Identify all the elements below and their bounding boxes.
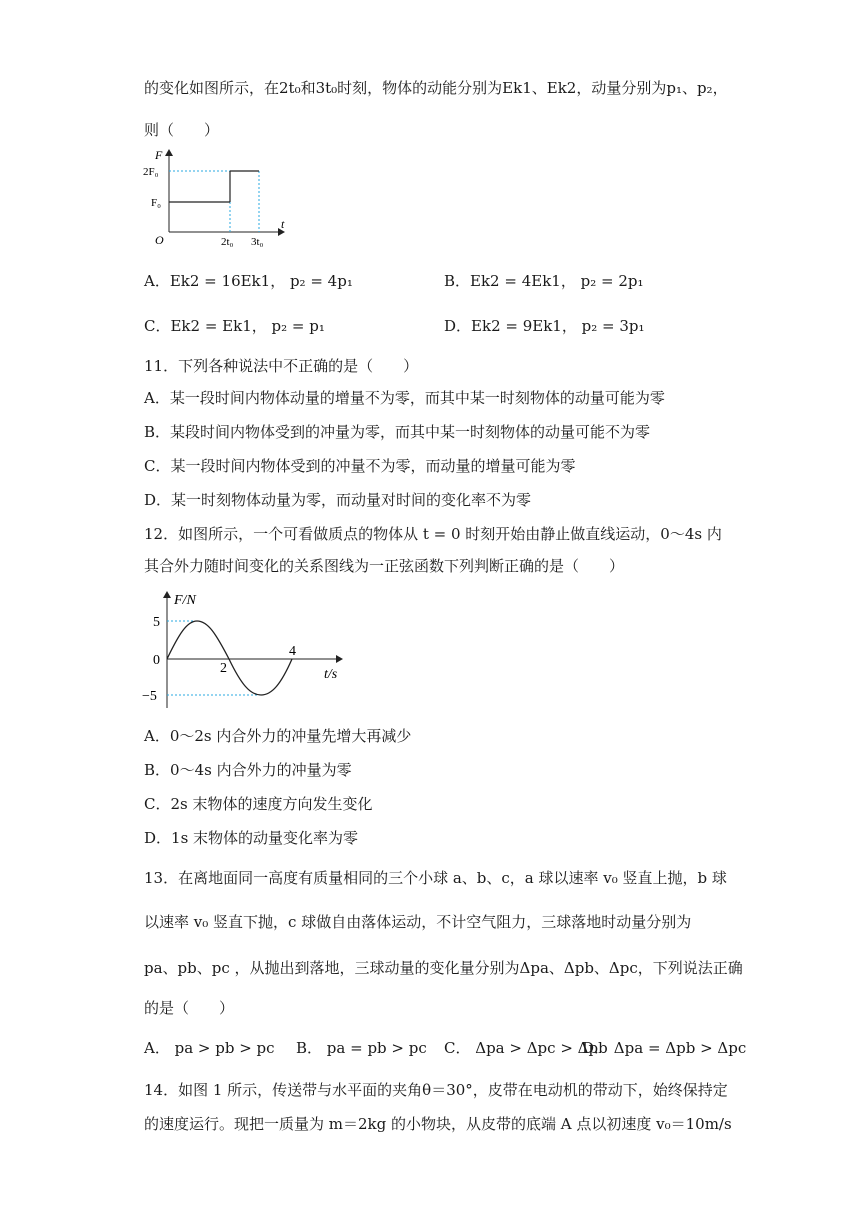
q12-option-b[interactable]: B．0～4s 内合外力的冲量为零 xyxy=(144,761,352,779)
q12-tick-4: 4 xyxy=(289,644,296,659)
q10-tick-2t0: 2t₀ xyxy=(221,236,234,248)
q13-option-c[interactable]: C． Δpa > Δpc > Δpb xyxy=(444,1039,608,1057)
q13-option-d[interactable]: D． Δpa = Δpb > Δpc xyxy=(582,1039,747,1057)
q13-stem-line1: 13．在离地面同一高度有质量相同的三个小球 a、b、c，a 球以速率 v₀ 竖直上抛，b 球 xyxy=(144,869,727,887)
q12-tick-neg5: −5 xyxy=(142,689,157,704)
q14-stem-line2: 的速度运行。现把一质量为 m＝2kg 的小物块，从皮带的底端 A 点以初速度 v₀＝10m/s xyxy=(144,1115,732,1133)
q12-tick-0: 0 xyxy=(153,653,160,668)
q10-x-axis-label: t xyxy=(281,217,285,231)
q13-stem-line2: 以速率 v₀ 竖直下抛，c 球做自由落体运动，不计空气阻力，三球落地时动量分别为 xyxy=(144,913,692,931)
q12-option-c[interactable]: C．2s 末物体的速度方向发生变化 xyxy=(144,795,373,813)
q10-tick-2f0: 2F₀ xyxy=(143,166,159,178)
q12-stem-line1: 12．如图所示，一个可看做质点的物体从 t = 0 时刻开始由静止做直线运动，0～4s 内 xyxy=(144,525,722,543)
q11-option-a[interactable]: A．某一段时间内物体动量的增量不为零，而其中某一时刻物体的动量可能为零 xyxy=(144,389,665,407)
q10-option-c[interactable]: C．Ek2 = Ek1， p₂ = p₁ xyxy=(144,317,325,335)
q12-option-a[interactable]: A．0～2s 内合外力的冲量先增大再减少 xyxy=(144,727,412,745)
q10-tick-f0: F₀ xyxy=(151,197,161,209)
q13-option-a[interactable]: A． pa > pb > pc xyxy=(144,1039,275,1057)
q10-stem-line2: 则（ ） xyxy=(144,121,220,139)
q12-x-axis-label: t/s xyxy=(324,667,338,682)
q11-option-b[interactable]: B．某段时间内物体受到的冲量为零，而其中某一时刻物体的动量可能不为零 xyxy=(144,423,651,441)
q12-force-time-sine-graph xyxy=(140,588,356,716)
q12-tick-5: 5 xyxy=(153,615,160,630)
q13-option-b[interactable]: B． pa = pb > pc xyxy=(296,1039,427,1057)
q10-option-d[interactable]: D．Ek2 = 9Ek1， p₂ = 3p₁ xyxy=(444,317,645,335)
q11-option-d[interactable]: D．某一时刻物体动量为零，而动量对时间的变化率不为零 xyxy=(144,491,532,509)
q11-stem: 11．下列各种说法中不正确的是（ ） xyxy=(144,357,419,375)
q10-tick-3t0: 3t₀ xyxy=(251,236,264,248)
q10-origin-label: O xyxy=(155,233,164,247)
q13-stem-line3: pa、pb、pc ，从抛出到落地，三球动量的变化量分别为Δpa、Δpb、Δpc，下列说法正确 xyxy=(144,959,743,977)
q13-stem-line4: 的是（ ） xyxy=(144,999,235,1017)
q10-option-a[interactable]: A．Ek2 = 16Ek1， p₂ = 4p₁ xyxy=(144,272,353,290)
q10-force-time-graph xyxy=(140,146,300,250)
q12-sine-curve xyxy=(167,621,292,695)
q14-stem-line1: 14．如图 1 所示，传送带与水平面的夹角θ＝30°，皮带在电动机的带动下，始终保持定 xyxy=(144,1081,728,1099)
q12-tick-2: 2 xyxy=(220,661,227,676)
q11-option-c[interactable]: C．某一段时间内物体受到的冲量不为零，而动量的增量可能为零 xyxy=(144,457,576,475)
q12-stem-line2: 其合外力随时间变化的关系图线为一正弦函数下列判断正确的是（ ） xyxy=(144,557,625,575)
q12-option-d[interactable]: D．1s 末物体的动量变化率为零 xyxy=(144,829,359,847)
q10-option-b[interactable]: B．Ek2 = 4Ek1， p₂ = 2p₁ xyxy=(444,272,644,290)
q10-stem-line1: 的变化如图所示，在2t₀和3t₀时刻，物体的动能分别为Ek1、Ek2，动量分别为p₁、p₂， xyxy=(144,79,728,97)
q10-y-axis-label: F xyxy=(155,148,163,162)
q12-y-axis-label: F/N xyxy=(174,593,196,608)
